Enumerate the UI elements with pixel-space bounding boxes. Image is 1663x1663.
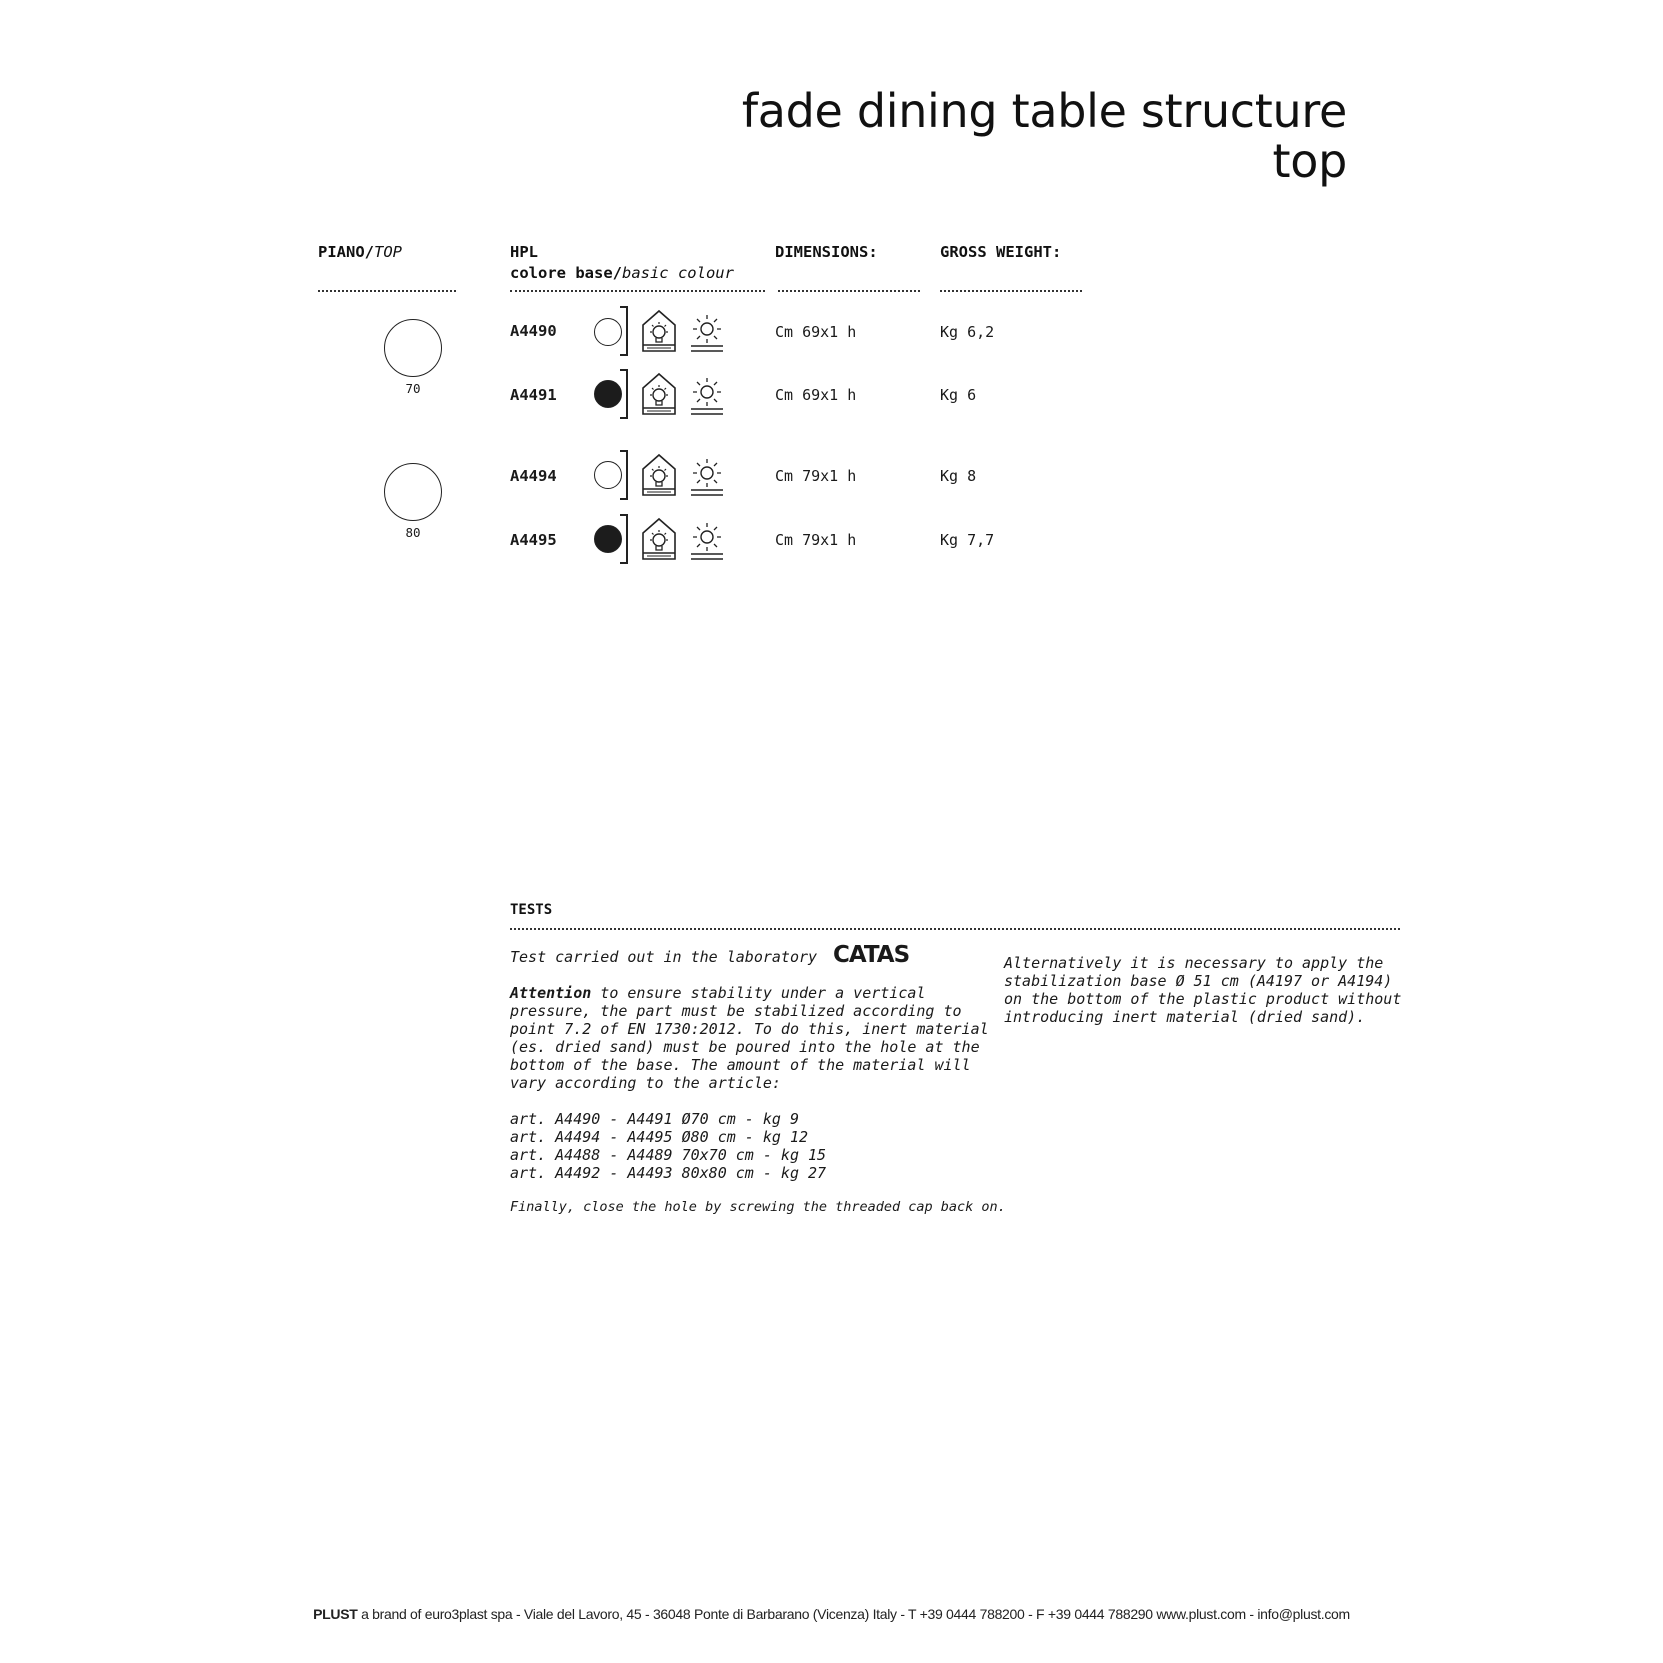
tests-divider — [510, 928, 1400, 930]
header-colore-base: colore base/ — [510, 264, 622, 282]
tests-attention-paragraph — [510, 984, 989, 1092]
indoor-use-icon — [641, 372, 677, 416]
outdoor-use-icon — [689, 457, 725, 497]
header-top: TOP — [374, 243, 402, 261]
bracket — [620, 450, 628, 500]
size-label: 70 — [405, 381, 421, 396]
article-code: A4494 — [510, 467, 557, 485]
weight-value: Kg 7,7 — [940, 531, 995, 549]
header-basic-colour: basic colour — [621, 264, 734, 282]
title-line-1: fade dining table structure — [741, 84, 1347, 138]
dimensions-value: Cm 69x1 h — [775, 386, 857, 404]
weight-value: Kg 8 — [940, 467, 977, 485]
article-code: A4490 — [510, 322, 557, 340]
footer-address: a brand of euro3plast spa - Viale del Lavoro, 45 - 36048 Ponte di Barbarano (Vicenza) Italy - T +39 0444 788200 - F +39 0444 788290 www.plust.com - info@plust.com — [357, 1606, 1350, 1622]
top-diameter-diagram-70 — [384, 319, 442, 377]
attention-word: Attention — [510, 984, 592, 1002]
dimensions-value: Cm 79x1 h — [775, 531, 857, 549]
header-piano: PIANO/ — [318, 243, 374, 261]
bracket — [620, 369, 628, 419]
header-divider — [940, 290, 1082, 292]
weight-value: Kg 6,2 — [940, 323, 995, 341]
tests-alternative-paragraph: Alternatively it is necessary to apply the stabilization base Ø 51 cm (A4197 or A4194) on the bottom of the plastic product without introducing inert material (dried sand). — [1004, 954, 1402, 1026]
title-line-2: top — [1272, 134, 1347, 188]
size-label: 80 — [405, 525, 421, 540]
dimensions-value: Cm 69x1 h — [775, 323, 857, 341]
indoor-use-icon — [641, 309, 677, 353]
document-title — [742, 86, 1347, 186]
tests-article-line: art. A4490 - A4491 Ø70 cm - kg 9 — [510, 1110, 799, 1128]
article-code: A4491 — [510, 386, 557, 404]
indoor-use-icon — [641, 453, 677, 497]
header-dimensions: DIMENSIONS: — [775, 243, 878, 261]
bracket — [620, 306, 628, 356]
header-divider — [318, 290, 456, 292]
catas-logo: CATAS — [833, 942, 910, 968]
tests-article-line: art. A4492 - A4493 80x80 cm - kg 27 — [510, 1164, 827, 1182]
footer — [0, 1606, 1663, 1622]
dimensions-value: Cm 79x1 h — [775, 467, 857, 485]
footer-brand: PLUST — [313, 1606, 358, 1622]
header-hpl: HPL — [510, 243, 538, 261]
article-code: A4495 — [510, 531, 557, 549]
weight-value: Kg 6 — [940, 386, 977, 404]
indoor-use-icon — [641, 517, 677, 561]
colour-swatch-black — [594, 380, 622, 408]
tests-article-line: art. A4494 - A4495 Ø80 cm - kg 12 — [510, 1128, 809, 1146]
tests-final-note: Finally, close the hole by screwing the threaded cap back on. — [510, 1199, 1006, 1215]
header-gross-weight: GROSS WEIGHT: — [940, 243, 1062, 261]
outdoor-use-icon — [689, 521, 725, 561]
header-piano-top — [318, 243, 402, 261]
colour-swatch-white — [594, 461, 622, 489]
header-divider — [510, 290, 765, 292]
colour-swatch-white — [594, 318, 622, 346]
header-divider — [778, 290, 920, 292]
top-diameter-diagram-80 — [384, 463, 442, 521]
attention-text: to ensure stability under a vertical pressure, the part must be stabilized according to point 7.2 of EN 1730:2012. To do this, inert material (es. dried sand) must be poured into the hole at the bottom of the base. The amount of the material will vary according to the article: — [510, 984, 989, 1092]
outdoor-use-icon — [689, 313, 725, 353]
tests-lab-text: Test carried out in the laboratory — [510, 948, 818, 966]
tests-heading: TESTS — [510, 902, 553, 918]
bracket — [620, 514, 628, 564]
colour-swatch-black — [594, 525, 622, 553]
tests-article-line: art. A4488 - A4489 70x70 cm - kg 15 — [510, 1146, 827, 1164]
outdoor-use-icon — [689, 376, 725, 416]
header-colour — [510, 264, 734, 282]
